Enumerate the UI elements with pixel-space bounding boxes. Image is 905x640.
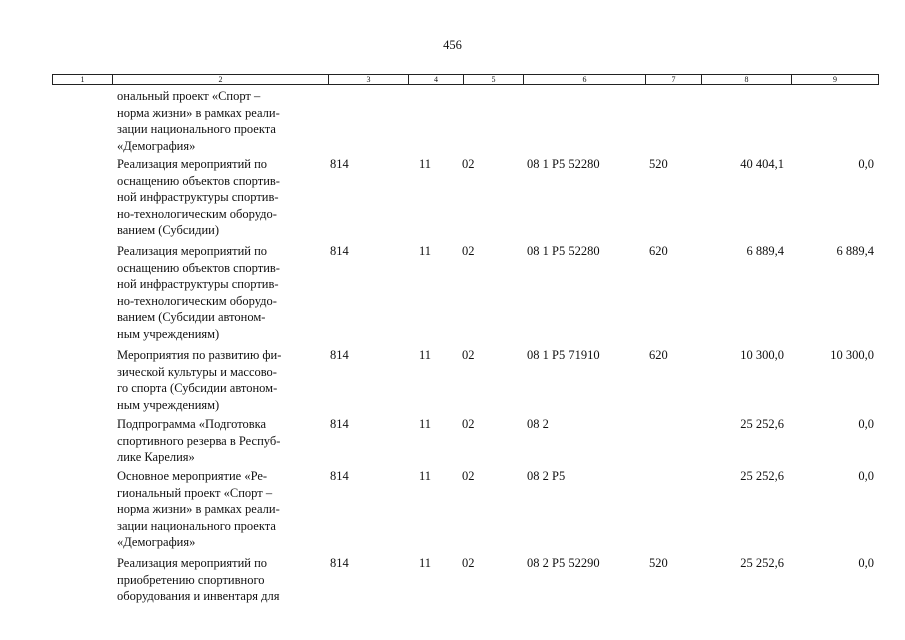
- description-line: оборудования и инвентаря для: [117, 589, 280, 603]
- cell-chapter: 11: [419, 348, 432, 362]
- description-line: гиональный проект «Спорт –: [117, 485, 273, 500]
- cell-target-article: 08 2 Р5 52290: [527, 556, 600, 570]
- description-line: ванием (Субсидии автоном-: [117, 310, 266, 324]
- description-line: ной инфраструктуры спортив-: [117, 277, 279, 291]
- description-line: лике Карелия»: [117, 450, 195, 464]
- description-line: Мероприятия по развитию фи-: [117, 348, 282, 362]
- cell-chapter: 11: [419, 157, 432, 171]
- cell-target-article: 08 1 Р5 52280: [527, 244, 600, 258]
- page-number: 456: [443, 38, 462, 52]
- description-line: «Демография»: [117, 138, 196, 153]
- cell-amount-col9: 0,0: [858, 157, 874, 171]
- description-line: ным учреждениям): [117, 397, 220, 412]
- description-line: ональный проект «Спорт –: [117, 89, 261, 103]
- cell-target-article: 08 1 Р5 71910: [527, 348, 600, 362]
- cell-subchapter: 02: [462, 469, 475, 483]
- description-line: ной инфраструктуры спортив-: [117, 190, 279, 204]
- cell-amount-col9: 6 889,4: [836, 244, 874, 258]
- cell-amount-col9: 0,0: [858, 417, 874, 431]
- cell-section-code: 814: [330, 348, 349, 362]
- cell-amount-col8: 10 300,0: [740, 348, 784, 362]
- description-line: го спорта (Субсидии автоном-: [117, 381, 278, 395]
- cell-amount-col9: 0,0: [858, 469, 874, 483]
- row-description: [117, 243, 327, 342]
- header-col-8: 8: [701, 75, 791, 84]
- description-line: но-технологическим оборудо-: [117, 206, 277, 221]
- header-col-1: 1: [80, 75, 85, 84]
- cell-chapter: 11: [419, 244, 432, 258]
- cell-amount-col8: 25 252,6: [740, 556, 784, 570]
- cell-target-article: 08 1 Р5 52280: [527, 157, 600, 171]
- header-col-6: 6: [523, 75, 645, 84]
- cell-amount-col9: 10 300,0: [830, 348, 874, 362]
- cell-amount-col8: 6 889,4: [746, 244, 784, 258]
- cell-subchapter: 02: [462, 556, 475, 570]
- description-line: ным учреждениям): [117, 326, 220, 341]
- description-line: Реализация мероприятий по: [117, 244, 268, 258]
- row-description: [117, 156, 327, 239]
- description-line: оснащению объектов спортив-: [117, 173, 280, 188]
- cell-target-article: 08 2 Р5: [527, 469, 566, 483]
- description-line: зации национального проекта: [117, 518, 276, 533]
- cell-subchapter: 02: [462, 244, 475, 258]
- cell-section-code: 814: [330, 469, 349, 483]
- row-description: [117, 88, 327, 154]
- cell-subchapter: 02: [462, 417, 475, 431]
- description-line: зации национального проекта: [117, 122, 276, 136]
- description-line: но-технологическим оборудо-: [117, 293, 277, 308]
- row-description: [117, 347, 327, 413]
- cell-chapter: 11: [419, 469, 432, 483]
- header-col-5: 5: [463, 75, 523, 84]
- description-line: ванием (Субсидии): [117, 223, 220, 237]
- header-col-9: 9: [791, 75, 878, 84]
- cell-section-code: 814: [330, 244, 349, 258]
- description-line: спортивного резерва в Респуб-: [117, 433, 281, 448]
- description-line: «Демография»: [117, 535, 196, 549]
- cell-subchapter: 02: [462, 157, 475, 171]
- description-line: приобретению спортивного: [117, 572, 265, 587]
- description-line: норма жизни» в рамках реали-: [117, 105, 280, 120]
- cell-amount-col9: 0,0: [858, 556, 874, 570]
- description-line: норма жизни» в рамках реали-: [117, 502, 280, 516]
- row-description: [117, 555, 327, 605]
- cell-expense-type: 620: [649, 244, 668, 258]
- cell-amount-col8: 40 404,1: [740, 157, 784, 171]
- cell-section-code: 814: [330, 417, 349, 431]
- description-line: Реализация мероприятий по: [117, 157, 268, 171]
- description-line: Реализация мероприятий по: [117, 556, 268, 570]
- cell-expense-type: 520: [649, 157, 668, 171]
- description-line: оснащению объектов спортив-: [117, 260, 280, 275]
- header-col-4: 4: [408, 75, 463, 84]
- cell-section-code: 814: [330, 556, 349, 570]
- row-description: [117, 416, 327, 466]
- table-header-row: [52, 74, 879, 85]
- header-col-7: 7: [645, 75, 701, 84]
- cell-amount-col8: 25 252,6: [740, 417, 784, 431]
- description-line: Подпрограмма «Подготовка: [117, 417, 267, 431]
- cell-subchapter: 02: [462, 348, 475, 362]
- cell-expense-type: 620: [649, 348, 668, 362]
- header-col-3: 3: [328, 75, 408, 84]
- description-line: Основное мероприятие «Ре-: [117, 469, 268, 483]
- row-description: [117, 468, 327, 551]
- cell-amount-col8: 25 252,6: [740, 469, 784, 483]
- cell-target-article: 08 2: [527, 417, 549, 431]
- header-col-2: 2: [112, 75, 328, 84]
- cell-section-code: 814: [330, 157, 349, 171]
- cell-chapter: 11: [419, 417, 432, 431]
- cell-expense-type: 520: [649, 556, 668, 570]
- description-line: зической культуры и массово-: [117, 364, 277, 379]
- cell-chapter: 11: [419, 556, 432, 570]
